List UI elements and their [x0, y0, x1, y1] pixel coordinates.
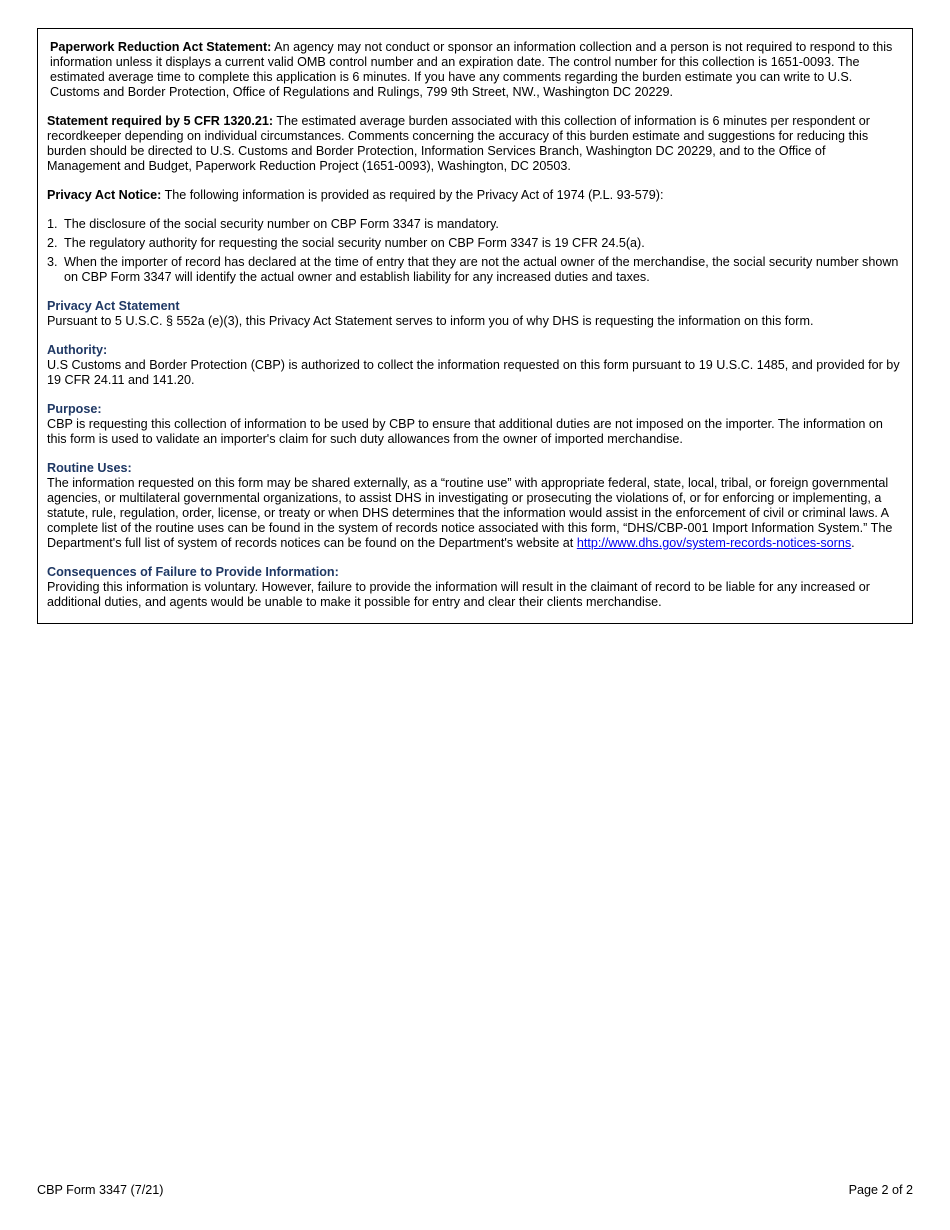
routine-uses-section — [47, 461, 900, 551]
consequences-heading: Consequences of Failure to Provide Information: — [47, 565, 339, 579]
routine-uses-period: . — [851, 536, 855, 550]
statement-5cfr-text: The estimated average burden associated with this collection of information is 6 minutes per respondent or recordkeeper depending on individual circumstances. Comments concerning the accuracy of this burden estimate and suggestions for reducing this burden should be directed to U.S. Customs and Border Protection, Information Services Branch, Washington DC 20229, and to the Office of Management and Budget, Paperwork Reduction Project (1651-0093), Washington, DC 20503. — [47, 114, 870, 173]
list-item-text: The regulatory authority for requesting the social security number on CBP Form 3347 is 19 CFR 24.5(a). — [64, 236, 645, 250]
authority-heading: Authority: — [47, 343, 108, 357]
privacy-act-notice-label: Privacy Act Notice: — [47, 188, 162, 202]
routine-uses-text: The information requested on this form may be shared externally, as a “routine use” with appropriate federal, state, local, tribal, or foreign governmental agencies, or multilateral governmental organizations, to assist DHS in investigating or prosecuting the violations of, or for enforcing or implementing, a statute, rule, regulation, order, license, or treaty or when DHS determines that the information would assist in the enforcement of civil or criminal laws. A complete list of the routine uses can be found in the system of records notice associated with this form, “DHS/CBP-001 Import Information System.” The Department's full list of system of records notices can be found on the Department's website at — [47, 476, 893, 550]
routine-uses-heading: Routine Uses: — [47, 461, 132, 475]
privacy-act-statement-heading: Privacy Act Statement — [47, 299, 180, 313]
list-item-text: When the importer of record has declared at the time of entry that they are not the actual owner of the merchandise, the social security number shown on CBP Form 3347 will identify the actual owner and establish liability for any increased duties and taxes. — [64, 255, 899, 284]
list-item-number: 2. — [47, 236, 58, 250]
list-item — [47, 255, 900, 285]
consequences-section — [47, 565, 900, 610]
consequences-text: Providing this information is voluntary. However, failure to provide the information will result in the claimant of record to be liable for any increased or additional duties, and agents would be unable to make it possible for entry and clear their clients merchandise. — [47, 580, 870, 609]
list-item-number: 1. — [47, 217, 58, 231]
statement-5cfr-paragraph — [47, 114, 900, 174]
footer-page-number: Page 2 of 2 — [848, 1183, 913, 1197]
footer-form-id: CBP Form 3347 (7/21) — [37, 1183, 164, 1197]
privacy-notice-list — [47, 217, 900, 285]
privacy-act-notice-paragraph — [47, 188, 900, 203]
purpose-text: CBP is requesting this collection of information to be used by CBP to ensure that additional duties are not imposed on the importer. The information on this form is used to validate an importer's claim for such duty allowances from the owner of imported merchandise. — [47, 417, 883, 446]
paperwork-reduction-paragraph — [47, 40, 900, 100]
privacy-act-statement-section — [47, 299, 900, 329]
sorns-link[interactable]: http://www.dhs.gov/system-records-notices-sorns — [576, 536, 852, 550]
paperwork-reduction-text: An agency may not conduct or sponsor an information collection and a person is not required to respond to this information unless it displays a current valid OMB control number and an expiration date. The control number for this collection is 1651-0093. The estimated average time to complete this application is 6 minutes. If you have any comments regarding the burden estimate you can write to U.S. Customs and Border Protection, Office of Regulations and Rulings, 799 9th Street, NW., Washington DC 20229. — [50, 40, 893, 99]
purpose-heading: Purpose: — [47, 402, 102, 416]
notice-box — [37, 28, 913, 624]
authority-section — [47, 343, 900, 388]
paperwork-reduction-label: Paperwork Reduction Act Statement: — [50, 40, 272, 54]
purpose-section — [47, 402, 900, 447]
privacy-act-notice-text: The following information is provided as required by the Privacy Act of 1974 (P.L. 93-579): — [161, 188, 664, 202]
privacy-act-statement-text: Pursuant to 5 U.S.C. § 552a (e)(3), this Privacy Act Statement serves to inform you of why DHS is requesting the information on this form. — [47, 314, 814, 328]
statement-5cfr-label: Statement required by 5 CFR 1320.21: — [47, 114, 274, 128]
list-item — [47, 217, 900, 232]
list-item-number: 3. — [47, 255, 58, 269]
authority-text: U.S Customs and Border Protection (CBP) is authorized to collect the information requested on this form pursuant to 19 U.S.C. 1485, and provided for by 19 CFR 24.11 and 141.20. — [47, 358, 900, 387]
list-item — [47, 236, 900, 251]
list-item-text: The disclosure of the social security number on CBP Form 3347 is mandatory. — [64, 217, 499, 231]
routine-uses-paragraph — [47, 476, 900, 551]
